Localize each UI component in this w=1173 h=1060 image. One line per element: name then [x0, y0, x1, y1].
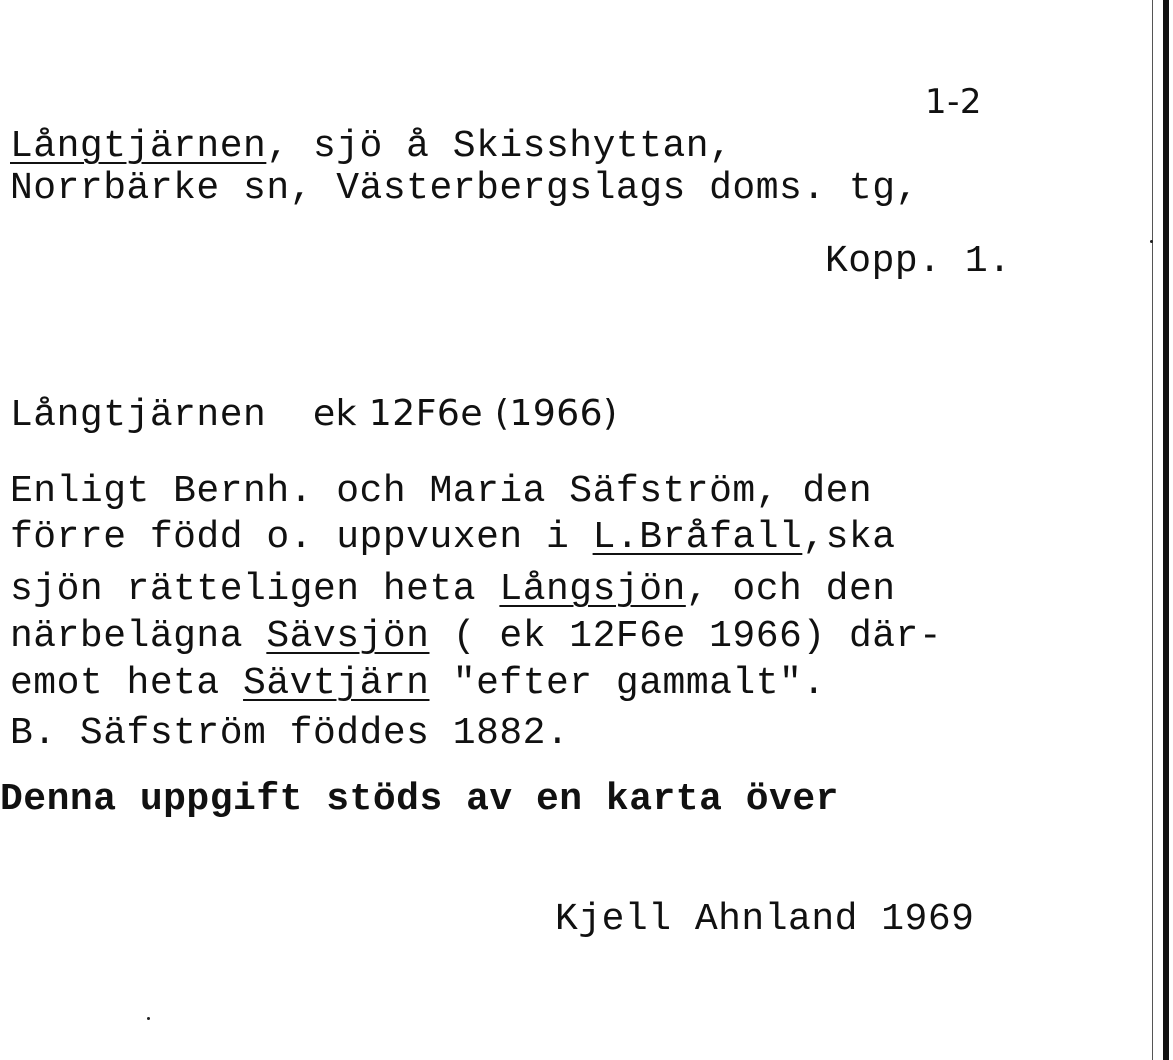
body-line-1: Enligt Bernh. och Maria Säfström, den	[10, 470, 873, 513]
body-line-6: B. Säfström föddes 1882.	[10, 712, 570, 755]
signature: Kjell Ahnland 1969	[555, 898, 975, 941]
speck	[147, 1017, 150, 1020]
body-line-3-a: sjön rätteligen heta	[10, 568, 500, 611]
body-line-3-b: , och den	[685, 568, 896, 611]
body-line-5	[10, 662, 826, 706]
card-edge-thin	[1152, 0, 1153, 1060]
name-langsjon: Långsjön	[499, 568, 686, 611]
name-savsjon: Sävsjön	[266, 615, 430, 658]
body-line-4-b: ( ek 12F6e 1966) där-	[429, 615, 943, 658]
body-line-5-a: emot heta	[10, 662, 244, 705]
note-line: Denna uppgift stöds av en karta över	[0, 778, 839, 821]
body-line-2	[10, 516, 896, 560]
body-line-3	[10, 568, 896, 612]
place-l-brafall: L.Bråfall	[592, 516, 803, 559]
header-line-2: Norrbärke sn, Västerbergslags doms. tg,	[10, 167, 919, 210]
body-line-5-b: "efter gammalt".	[429, 662, 826, 705]
name-savtjarn: Sävtjärn	[243, 662, 430, 705]
body-line-2-a: förre född o. uppvuxen i	[10, 516, 593, 559]
body-line-4-a: närbelägna	[10, 615, 267, 658]
map-ref-code: ek 12F6e (1966)	[312, 393, 618, 434]
header-place-name: Långtjärnen	[10, 125, 267, 168]
speck	[1150, 240, 1153, 243]
header-line-1-rest: , sjö å Skisshyttan,	[266, 125, 733, 168]
header-line-1	[10, 125, 732, 169]
card-edge	[1163, 0, 1169, 1060]
card-number: 1-2	[925, 82, 983, 122]
body-line-2-b: ,ska	[802, 516, 896, 559]
map-ref-name: Långtjärnen	[10, 394, 267, 437]
body-line-4	[10, 615, 942, 659]
map-reference	[10, 392, 618, 438]
reference-kopp: Kopp. 1.	[825, 240, 1012, 283]
